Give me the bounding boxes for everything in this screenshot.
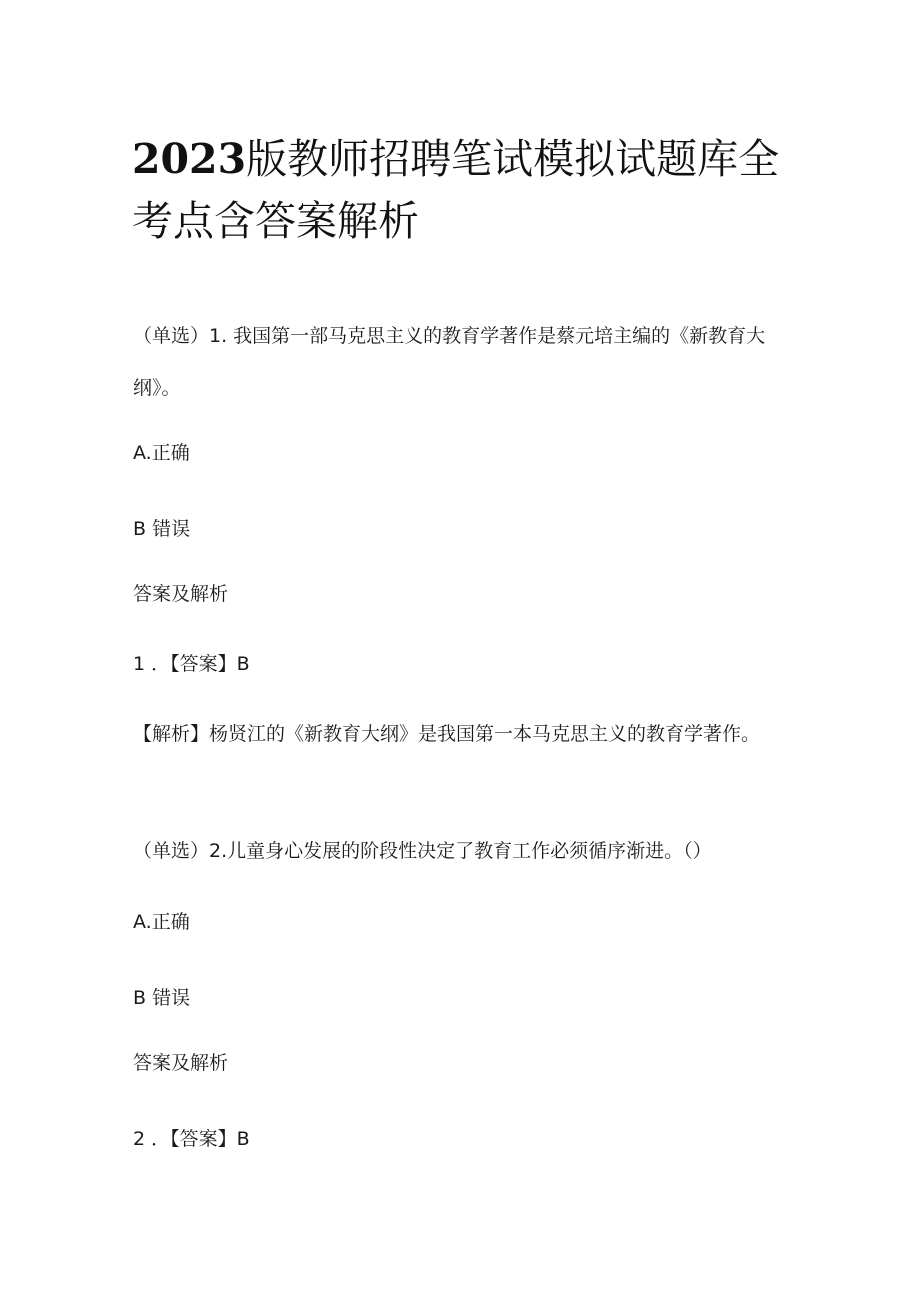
title-year: 2023 (132, 135, 247, 183)
title-text: 版教师招聘笔试模拟试题库全考点含答案解析 (132, 135, 780, 245)
question-1-option-a: A.正确 (133, 442, 190, 464)
question-2-answer: 2 ．【答案】B (133, 1128, 250, 1150)
question-1-answer-heading: 答案及解析 (133, 583, 229, 605)
question-1-explanation: 【解析】杨贤江的《新教育大纲》是我国第一本马克思主义的教育学著作。 (133, 723, 761, 745)
question-1-stem: （单选）1. 我国第一部马克思主义的教育学著作是蔡元培主编的《新教育大纲》。 (133, 325, 766, 399)
question-1-answer: 1 ．【答案】B (133, 653, 250, 675)
question-2-answer-heading: 答案及解析 (133, 1052, 229, 1074)
question-2-option-b: B 错误 (133, 987, 191, 1009)
question-1-option-b: B 错误 (133, 518, 191, 540)
document-title (132, 128, 792, 252)
question-2-option-a: A.正确 (133, 911, 190, 933)
question-2-stem: （单选）2.儿童身心发展的阶段性决定了教育工作必须循序渐进。（） (133, 840, 712, 862)
